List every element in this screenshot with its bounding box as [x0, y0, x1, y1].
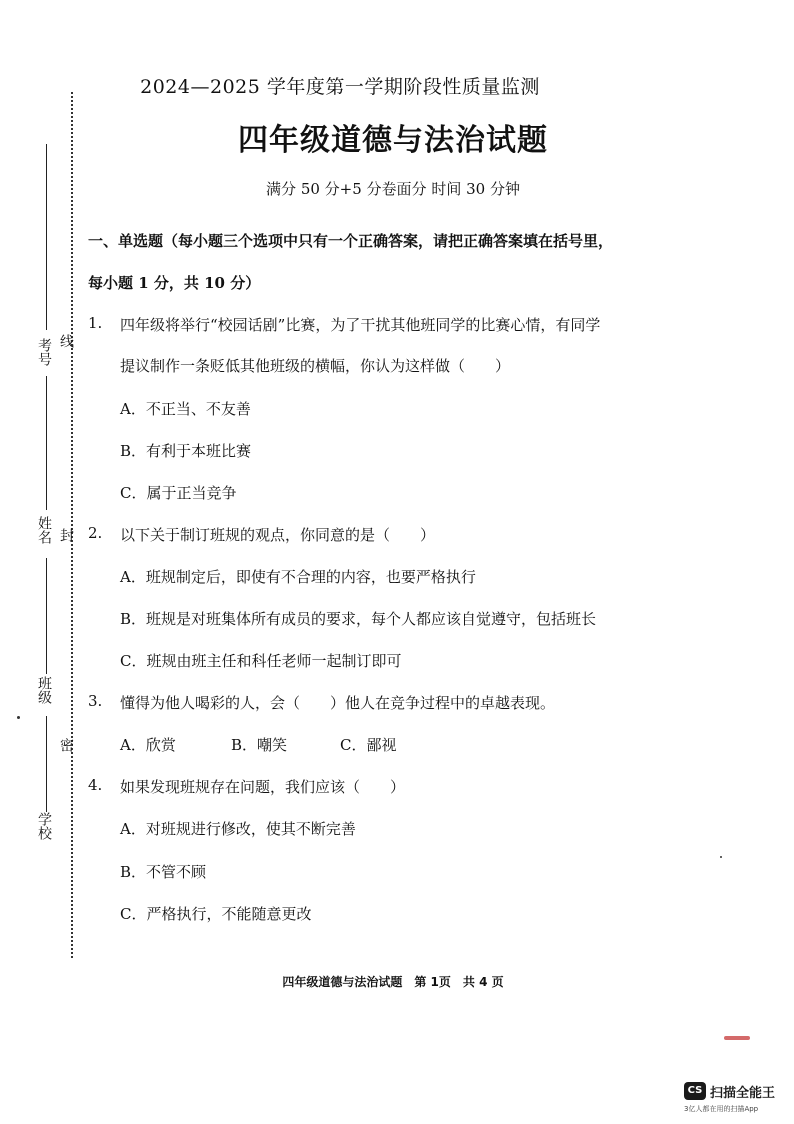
option-a: A．不正当、不友善 [120, 400, 251, 418]
option-b: B．嘲笑 [231, 736, 288, 754]
name-label: 姓名 [36, 516, 52, 544]
option-b: B．班规是对班集体所有成员的要求，每个人都应该自觉遵守，包括班长 [120, 610, 597, 628]
question-text: 懂得为他人喝彩的人，会（ ）他人在竞争过程中的卓越表现。 [120, 694, 556, 712]
seal-line-mark: 线 [58, 334, 74, 348]
school-underline [46, 716, 47, 812]
exam-title: 四年级道德与法治试题 [238, 123, 548, 158]
stray-dot [720, 856, 722, 858]
option-a: A．班规制定后，即使有不合理的内容，也要严格执行 [120, 568, 476, 586]
seal-seal-mark: 封 [58, 528, 74, 542]
option-c: C．属于正当竞争 [120, 484, 237, 502]
stray-dot [17, 716, 20, 719]
question-number: 2. [88, 524, 103, 542]
school-label: 学校 [36, 812, 52, 840]
page-footer: 四年级道德与法治试题 第 1页 共 4 页 [282, 975, 504, 989]
question-text: 提议制作一条贬低其他班级的横幅，你认为这样做（ ） [120, 357, 511, 375]
question-text: 四年级将举行“校园话剧”比赛，为了干扰其他班同学的比赛心情，有同学 [120, 316, 601, 334]
option-c: C．严格执行，不能随意更改 [120, 905, 312, 923]
year-title: 2024—2025 学年度第一学期阶段性质量监测 [140, 76, 540, 98]
question-number: 1. [88, 314, 103, 332]
seal-close-mark: 密 [58, 738, 74, 752]
class-label: 班级 [36, 676, 52, 704]
question-text: 如果发现班规存在问题，我们应该（ ） [120, 778, 406, 796]
name-underline [46, 376, 47, 510]
option-c: C．鄙视 [340, 736, 397, 754]
option-b: B．不管不顾 [120, 863, 207, 881]
option-c: C．班规由班主任和科任老师一起制订即可 [120, 652, 402, 670]
section-heading-line2: 每小题 1 分，共 10 分） [88, 274, 261, 292]
question-text: 以下关于制订班规的观点，你同意的是（ ） [120, 526, 436, 544]
camscanner-tagline: 3亿人都在用的扫描App [684, 1105, 759, 1113]
exam-no-underline [46, 144, 47, 330]
camscanner-name: 扫描全能王 [710, 1086, 776, 1101]
option-a: A．对班规进行修改，使其不断完善 [120, 820, 356, 838]
red-ink-mark [724, 1036, 750, 1040]
exam-no-label: 考号 [36, 338, 52, 366]
question-number: 4. [88, 776, 103, 794]
camscanner-logo-icon: CS [684, 1082, 706, 1100]
option-b: B．有利于本班比赛 [120, 442, 252, 460]
class-underline [46, 558, 47, 674]
exam-info: 满分 50 分+5 分卷面分 时间 30 分钟 [266, 180, 520, 198]
binding-dotted-line [71, 92, 73, 958]
question-number: 3. [88, 692, 103, 710]
section-heading-line1: 一、单选题（每小题三个选项中只有一个正确答案，请把正确答案填在括号里， [88, 232, 614, 250]
option-a: A．欣赏 [120, 736, 176, 754]
